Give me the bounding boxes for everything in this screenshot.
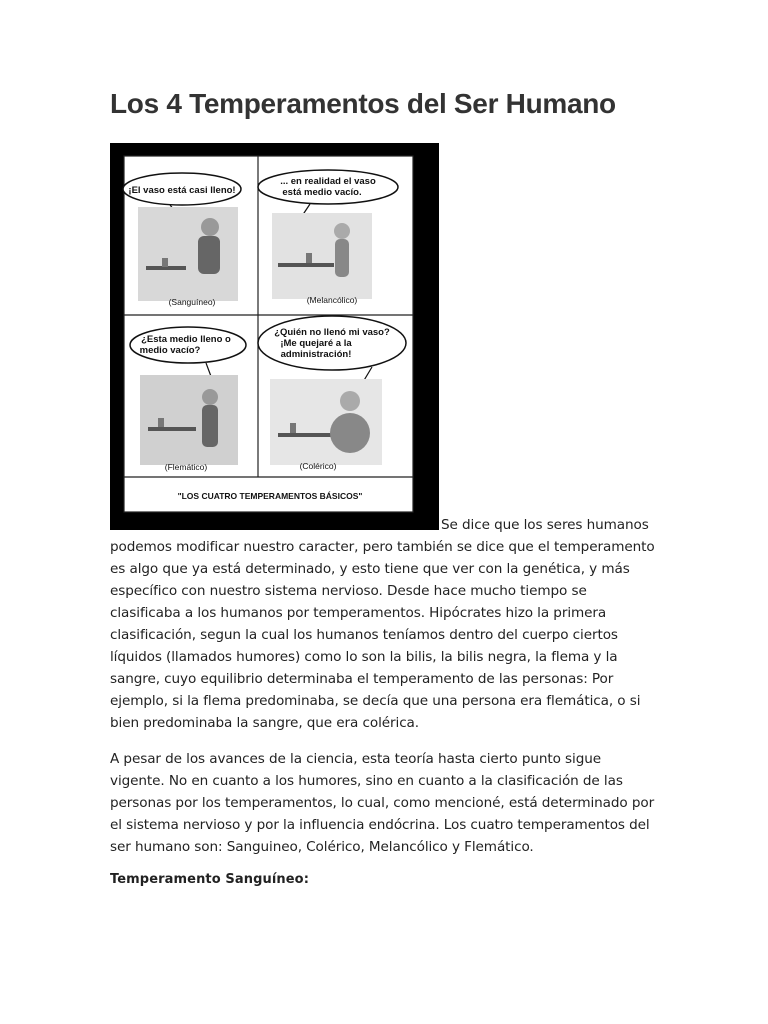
body-icon: [202, 405, 218, 447]
glass-icon: [306, 253, 312, 263]
comic-drawing: [110, 143, 439, 530]
panel-label: (Melancólico): [306, 295, 358, 305]
panel-label: (Colérico): [299, 461, 337, 471]
speech-text-line: está medio vacío.: [282, 187, 362, 198]
paragraph-theory: A pesar de los avances de la ciencia, esta teoría hasta cierto punto sigue vigente. No en cuanto a los humores, sino en cuanto a la clasificación de las personas por los temperamentos, lo cual, como mencioné, está determinado por el sistema nervioso y por la influencia endócrina. Los cuatro temperamentos del ser humano son: Sanguineo, Colérico, Melancólico y Flemático.: [110, 751, 655, 855]
glass-icon: [162, 258, 168, 267]
comic-panel-sanguineo: [123, 173, 241, 307]
article-body: [110, 143, 658, 887]
cartoon-person-sanguineo: [138, 207, 238, 301]
speech-text-line: ¿Quién no llenó mi vaso?: [274, 327, 390, 338]
head-icon: [340, 391, 360, 411]
cartoon-person-flematico: [140, 375, 238, 465]
table-icon: [148, 427, 196, 431]
head-icon: [202, 389, 218, 405]
section-heading-sanguineo: Temperamento Sanguíneo:: [110, 872, 310, 887]
body-icon: [335, 239, 349, 277]
speech-text-line: ¿Esta medio lleno o: [141, 334, 231, 345]
panel-label: (Flemático): [164, 462, 208, 472]
speech-text-line: ¡Me quejaré a la: [280, 338, 352, 349]
page-title: Los 4 Temperamentos del Ser Humano: [110, 88, 616, 119]
glass-icon: [290, 423, 296, 433]
temperaments-comic-image: [110, 143, 439, 530]
panel-label: (Sanguíneo): [168, 297, 216, 307]
cartoon-person-melancolico: [272, 213, 372, 299]
glass-icon: [158, 418, 164, 427]
speech-text-line: ... en realidad el vaso: [280, 176, 376, 187]
comic-panel-flematico: [130, 327, 246, 472]
body-icon: [330, 413, 370, 453]
body-icon: [198, 236, 220, 274]
speech-text-line: medio vacío?: [139, 345, 201, 356]
speech-text-line: administración!: [280, 349, 352, 360]
paragraph-intro: Se dice que los seres humanos podemos modificar nuestro caracter, pero también se dice que el temperamento es algo que ya está determinado, y esto tiene que ver con la genética, y más específico con nuestro sistema nervioso. Desde hace mucho tiempo se clasificaba a los humanos por temperamentos. Hipócrates hizo la primera clasificación, segun la cual los humanos teníamos dentro del cuerpo ciertos líquidos (llamados humores) como lo son la bilis, la bilis negra, la flema y la sangre, cuyo equilibrio determinaba el temperamento de las personas: Por ejemplo, si la flema predominaba, se decía que una persona era flemática, o si bien predominaba la sangre, que era colérica.: [110, 517, 655, 731]
head-icon: [334, 223, 350, 239]
table-icon: [278, 263, 334, 267]
speech-text-line: ¡El vaso está casi lleno!: [128, 185, 236, 196]
head-icon: [201, 218, 219, 236]
comic-footer-caption: "LOS CUATRO TEMPERAMENTOS BÁSICOS": [177, 491, 363, 501]
